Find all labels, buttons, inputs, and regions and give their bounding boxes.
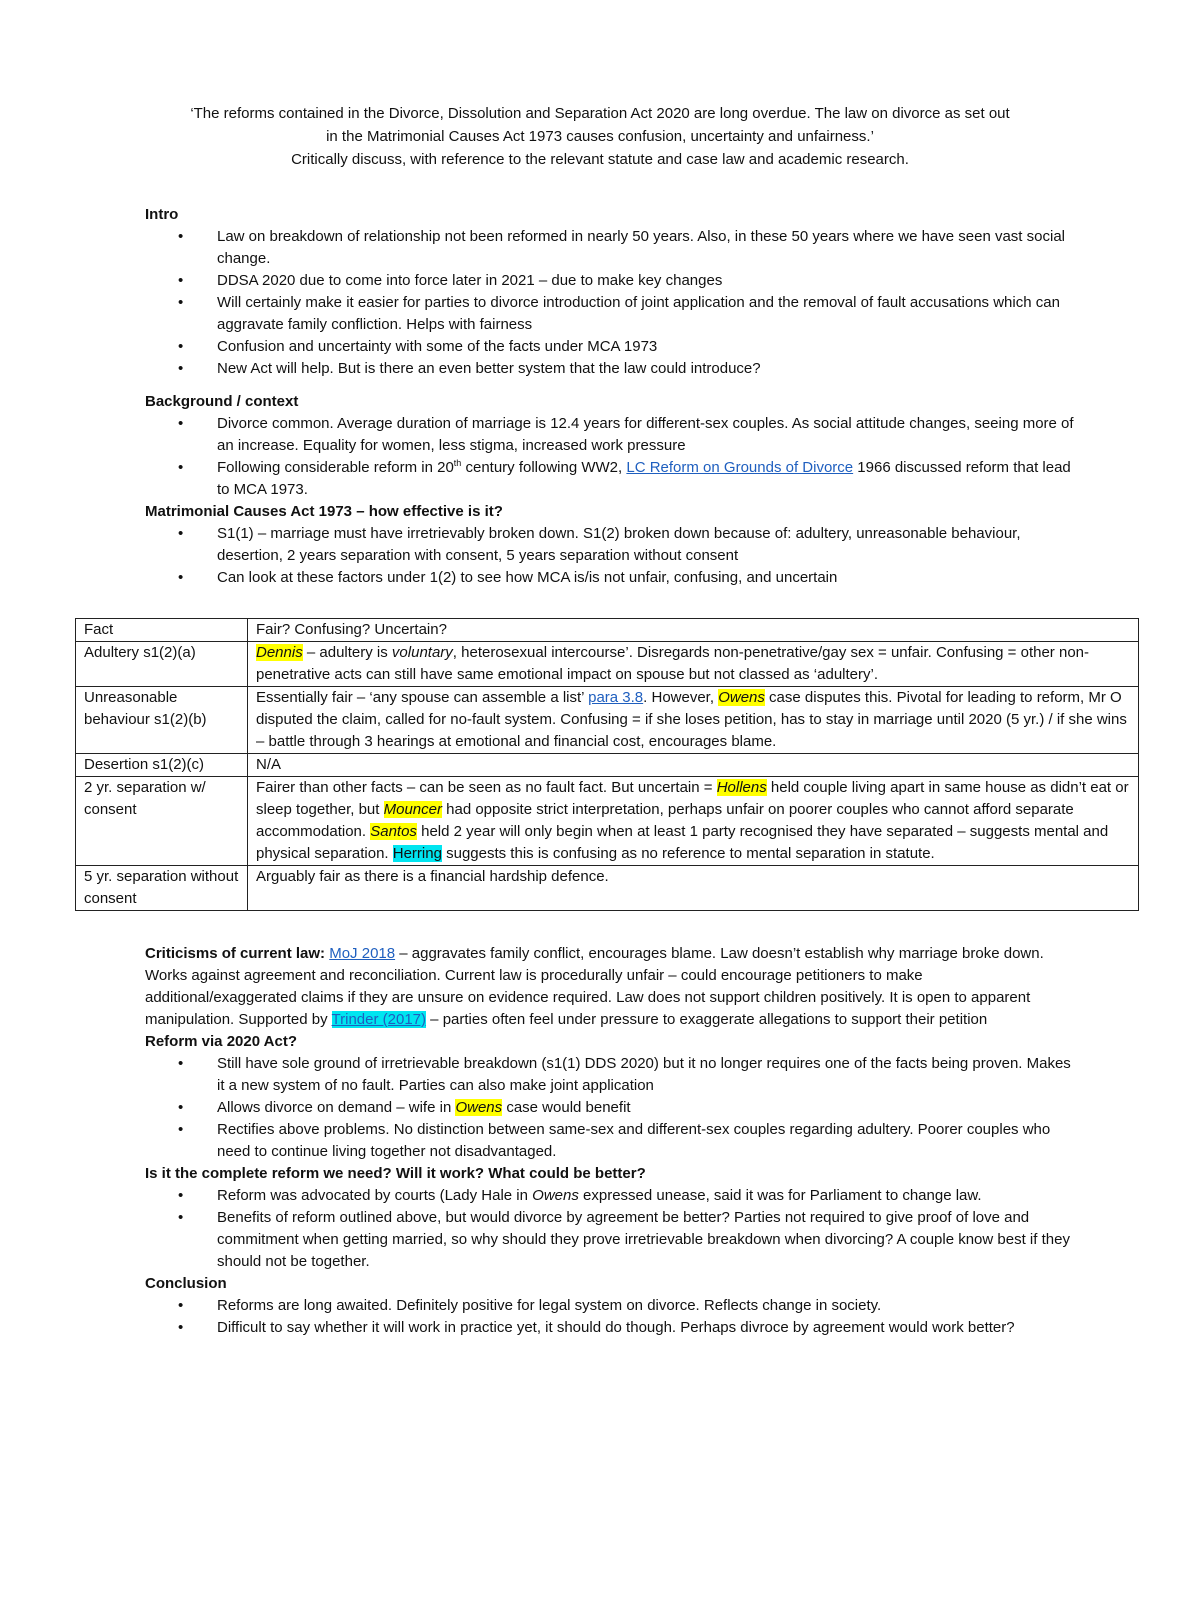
case-dennis: Dennis [256,644,303,661]
moj-link[interactable]: MoJ 2018 [329,945,396,962]
academic-herring: Herring [392,845,442,862]
analysis-cell [248,642,1139,687]
criticisms-section [145,943,1075,1339]
table-row [76,687,1139,754]
text: Essentially fair – ‘any spouse can assemble a list’ [256,689,589,706]
intro-heading: Intro [145,206,179,223]
reform-heading: Reform via 2020 Act? [145,1033,298,1050]
list-item: • S1(1) – marriage must have irretrievably broken down. S1(2) broken down because of: adultery, unreasonable behaviour, desertion, 2 years separation with consent, 5 years separation without consent [145,523,1075,567]
question-line-3: Critically discuss, with reference to the relevant statute and case law and academic research. [291,151,909,168]
text: case would benefit [502,1099,631,1116]
list-item: • Divorce common. Average duration of marriage is 12.4 years for different-sex couples. As social attitude changes, seeing more of an increase. Equality for women, less stigma, increased work pressure [145,413,1075,457]
text: – parties often feel under pressure to exaggerate allegations to support their petition [426,1011,988,1028]
reform-list [145,1053,1075,1163]
table-row [76,642,1139,687]
fact-cell: Adultery s1(2)(a) [76,642,248,687]
analysis-cell [248,687,1139,754]
analysis-cell: Arguably fair as there is a financial hardship defence. [248,866,1139,911]
table-row [76,866,1139,911]
table-header-cell: Fact [76,619,248,642]
list-item: • Law on breakdown of relationship not been reformed in nearly 50 years. Also, in these 50 years where we have seen vast social change. [145,226,1075,270]
superscript: th [453,458,462,468]
question-line-2: in the Matrimonial Causes Act 1973 causes confusion, uncertainty and unfairness.’ [326,128,874,145]
case-hollens: Hollens [716,779,767,796]
mca-list [145,523,1075,589]
list-item: • Benefits of reform outlined above, but would divorce by agreement be better? Parties not required to give proof of love and commitment when getting married, so why should they prove irretrievable breakdown when divorcing? A couple know best if they should not be together. [145,1207,1075,1273]
case-owens: Owens [532,1187,579,1204]
background-list [145,413,1075,501]
list-item: • Confusion and uncertainty with some of the facts under MCA 1973 [145,336,1075,358]
case-mouncer: Mouncer [383,801,442,818]
fact-cell: Desertion s1(2)(c) [76,754,248,777]
text: Following considerable reform in 20 [217,459,454,476]
list-item: • DDSA 2020 due to come into force later in 2021 – due to make key changes [145,270,1075,292]
text: century following WW2, [461,459,627,476]
lc-reform-link[interactable]: LC Reform on Grounds of Divorce [626,459,854,476]
text: held 2 year will only begin when at least 1 party recognised they have separated – suggests mental and physical separation. [256,823,1109,862]
text: case disputes this. Pivotal for leading to reform, Mr O disputed the claim, called for no-fault system. Confusing = if she loses petition, has to stay in marriage until 2020 (5 yr.) / if she wins – battle through 3 hearings at emotional and financial cost, encourages blame. [256,689,1127,750]
mca-heading: Matrimonial Causes Act 1973 – how effective is it? [145,503,503,520]
fact-cell: 5 yr. separation without consent [76,866,248,911]
intro-section [145,204,1075,380]
text: Reform was advocated by courts (Lady Hale in [217,1187,533,1204]
intro-list [145,226,1075,380]
facts-table [75,618,1139,911]
text: voluntary [391,644,453,661]
essay-question [120,102,1080,171]
text: – adultery is [302,644,392,661]
case-santos: Santos [370,823,417,840]
text: 1966 discussed reform that lead to MCA 1973. [217,459,1071,498]
fact-cell: Unreasonable behaviour s1(2)(b) [76,687,248,754]
table-header-row [76,619,1139,642]
text: suggests this is confusing as no reference to mental separation in statute. [441,845,935,862]
text: Allows divorce on demand – wife in [217,1099,456,1116]
list-item [145,1097,1075,1119]
list-item: • Can look at these factors under 1(2) to see how MCA is/is not unfair, confusing, and uncertain [145,567,1075,589]
table-row [76,777,1139,866]
table-header-cell: Fair? Confusing? Uncertain? [248,619,1139,642]
question-line-1: ‘The reforms contained in the Divorce, Dissolution and Separation Act 2020 are long overdue. The law on divorce as set out [190,105,1010,122]
criticisms-paragraph [145,943,1075,1031]
complete-list [145,1185,1075,1273]
table-row [76,754,1139,777]
list-item: • Reforms are long awaited. Definitely positive for legal system on divorce. Reflects change in society. [145,1295,1075,1317]
case-owens: Owens [718,689,765,706]
text: had opposite strict interpretation, perhaps unfair on poorer couples who cannot afford separate accommodation. [256,801,1074,840]
list-item: • Will certainly make it easier for parties to divorce introduction of joint application and the removal of fault accusations which can aggravate family confliction. Helps with fairness [145,292,1075,336]
criticisms-label: Criticisms of current law: [145,945,326,962]
fact-cell: 2 yr. separation w/ consent [76,777,248,866]
text: expressed unease, said it was for Parliament to change law. [578,1187,982,1204]
list-item: • Difficult to say whether it will work in practice yet, it should do though. Perhaps divroce by agreement would work better? [145,1317,1075,1339]
list-item: • Rectifies above problems. No distinction between same-sex and different-sex couples regarding adultery. Poorer couples who need to continue living together not disadvantaged. [145,1119,1075,1163]
list-item: • New Act will help. But is there an even better system that the law could introduce? [145,358,1075,380]
list-item: • Still have sole ground of irretrievable breakdown (s1(1) DDS 2020) but it no longer requires one of the facts being proven. Makes it a new system of no fault. Parties can also make joint application [145,1053,1075,1097]
analysis-cell: N/A [248,754,1139,777]
list-item [145,457,1075,501]
analysis-cell [248,777,1139,866]
complete-heading: Is it the complete reform we need? Will it work? What could be better? [145,1165,646,1182]
para-link[interactable]: para 3.8 [588,689,644,706]
conclusion-heading: Conclusion [145,1275,227,1292]
conclusion-list [145,1295,1075,1339]
text: , heterosexual intercourse’. Disregards non-penetrative/gay sex = unfair. Confusing = other non-penetrative acts can still have same emotional impact on spouse but not classed as ‘adultery’. [256,644,1089,683]
text: – aggravates family conflict, encourages blame. Law doesn’t establish why marriage broke down. Works against agreement and reconciliation. Current law is procedurally unfair – could encourage petitioners to make additional/exaggerated claims if they are unsure on evidence required. Law does not support children positively. It is open to apparent manipulation. Supported by [145,945,1044,1028]
text: Fairer than other facts – can be seen as no fault fact. But uncertain = [256,779,717,796]
text: held couple living apart in same house as didn’t eat or sleep together, but [256,779,1129,818]
trinder-link[interactable]: Trinder (2017) [331,1011,427,1028]
text: . However, [643,689,719,706]
case-owens: Owens [455,1099,503,1116]
list-item [145,1185,1075,1207]
background-heading: Background / context [145,393,299,410]
background-section [145,391,1075,589]
